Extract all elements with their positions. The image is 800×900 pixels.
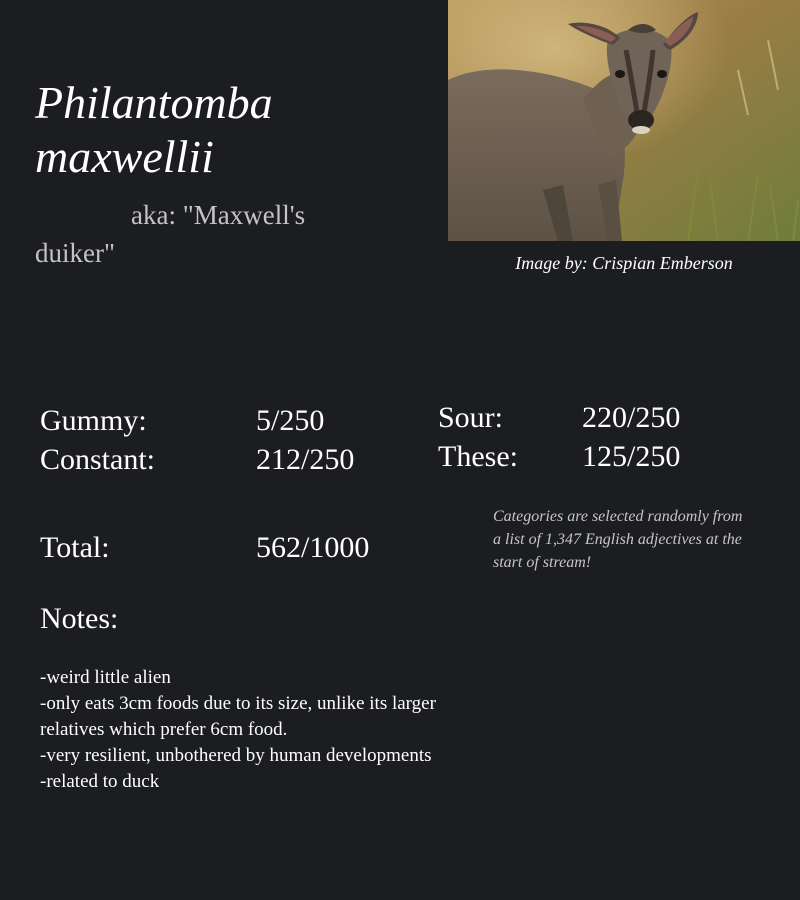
constant-value: 212/250	[256, 443, 355, 476]
note-item: -weird little alien	[40, 667, 171, 688]
note-item: -very resilient, unbothered by human developments	[40, 745, 432, 766]
total-value: 562/1000	[256, 531, 370, 564]
these-value: 125/250	[582, 440, 681, 473]
categories-note: Categories are selected randomly from a list of 1,347 English adjectives at the start of stream!	[493, 508, 743, 571]
total-label: Total:	[40, 531, 110, 564]
image-credit: Image by: Crispian Emberson	[515, 253, 733, 273]
note-item: -only eats 3cm foods due to its size, unlike its larger relatives which prefer 6cm food.	[40, 693, 436, 740]
gummy-label: Gummy:	[40, 404, 147, 437]
species-title: Philantomba maxwellii	[35, 77, 273, 182]
duiker-photo	[448, 0, 800, 241]
common-name: aka: "Maxwell's duiker"	[35, 200, 306, 268]
note-item: -related to duck	[40, 771, 160, 792]
these-label: These:	[438, 440, 518, 473]
constant-label: Constant:	[40, 443, 156, 476]
sour-label: Sour:	[438, 401, 504, 434]
gummy-value: 5/250	[256, 404, 325, 437]
sour-value: 220/250	[582, 401, 681, 434]
notes-list	[40, 665, 490, 795]
notes-heading: Notes:	[40, 602, 119, 635]
